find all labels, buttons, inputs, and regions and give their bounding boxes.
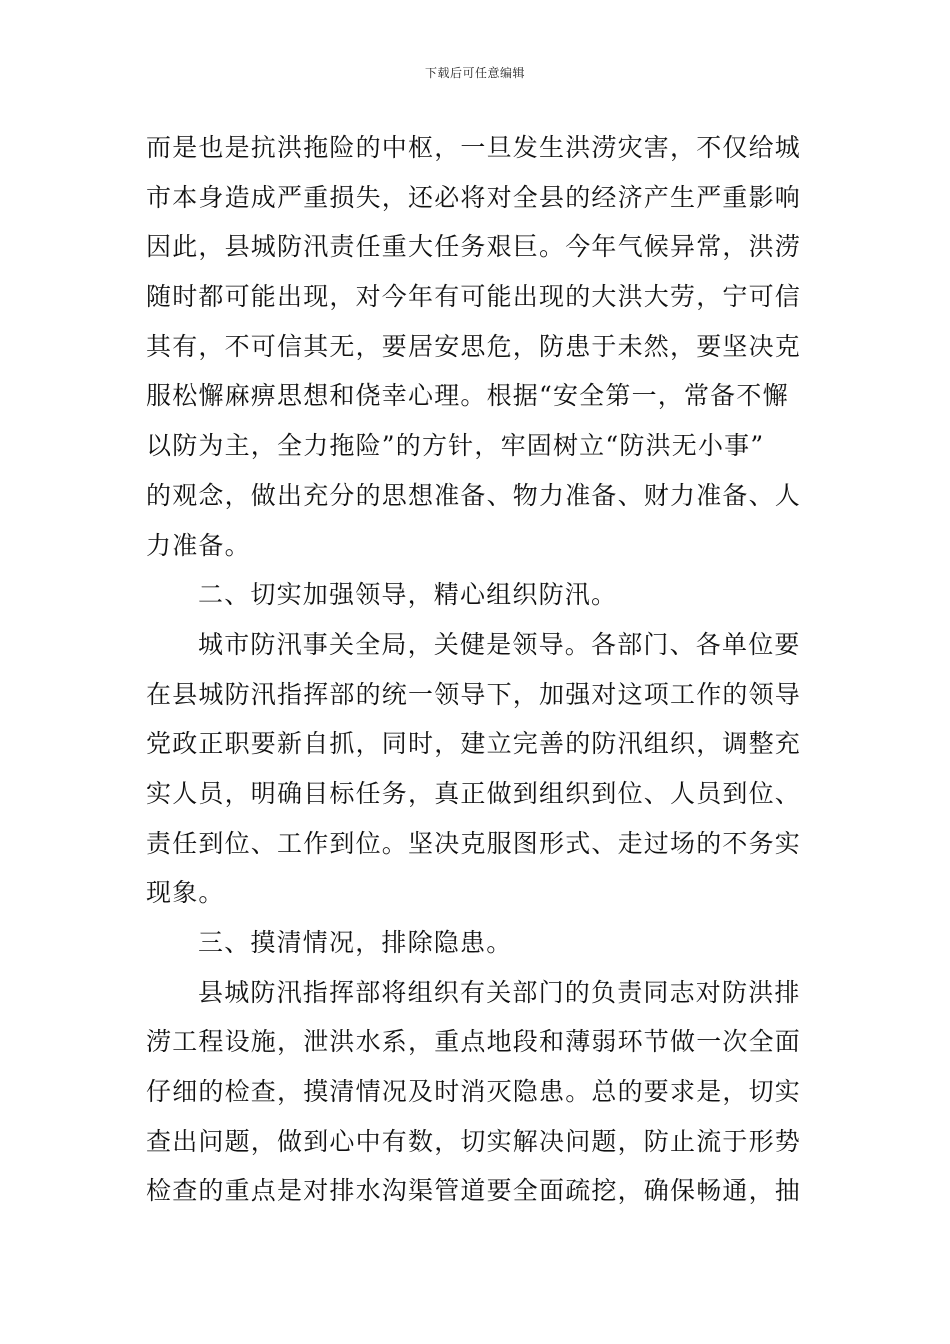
text-line: 查出问题，做到心中有数，切实解决问题，防止流于形势 [146,1126,802,1156]
text-line: 三、摸清情况，排除隐患。 [198,928,513,957]
text-line: 检查的重点是对排水沟渠管道要全面疏挖，确保畅通，抽 [146,1176,802,1206]
text-line: 在县城防汛指挥部的统一领导下，加强对这项工作的领导 [146,679,802,709]
text-line: 现象。 [146,878,225,908]
text-line: 其有，不可信其无，要居安思危，防患于未然，要坚决克 [146,331,802,361]
text-line: 责任到位、工作到位。坚决克服图形式、走过场的不务实 [146,828,802,858]
text-line: 服松懈麻痹思想和侥幸心理。根据“安全第一，常备不懈 [146,381,789,411]
text-line: 以防为主，全力拖险”的方针，牢固树立“防洪无小事” [146,431,765,461]
text-line: 涝工程设施，泄洪水系，重点地段和薄弱环节做一次全面 [146,1027,802,1057]
page-header: 下载后可任意编辑 [424,66,525,80]
text-line: 城市防汛事关全局，关健是领导。各部门、各单位要 [198,629,801,659]
body-text [146,123,806,1216]
text-line: 随时都可能出现，对今年有可能出现的大洪大劳，宁可信 [146,282,802,312]
text-line: 力准备。 [146,530,251,560]
text-line: 二、切实加强领导，精心组织防汛。 [198,580,618,610]
text-line: 市本身造成严重损失，还必将对全县的经济产生严重影响 [146,182,802,212]
text-line: 因此，县城防汛责任重大任务艰巨。今年气候异常，洪涝 [146,232,802,262]
text-line: 实人员，明确目标任务，真正做到组织到位、人员到位、 [146,778,802,808]
text-line: 党政正职要新自抓，同时，建立完善的防汛组织，调整充 [146,729,802,759]
text-line: 而是也是抗洪拖险的中枢，一旦发生洪涝灾害，不仅给城 [146,133,802,162]
text-line: 仔细的检查，摸清情况及时消灭隐患。总的要求是，切实 [146,1077,802,1107]
text-line: 的观念，做出充分的思想准备、物力准备、财力准备、人 [146,480,802,510]
text-line: 县城防汛指挥部将组织有关部门的负责同志对防洪排 [198,977,801,1007]
